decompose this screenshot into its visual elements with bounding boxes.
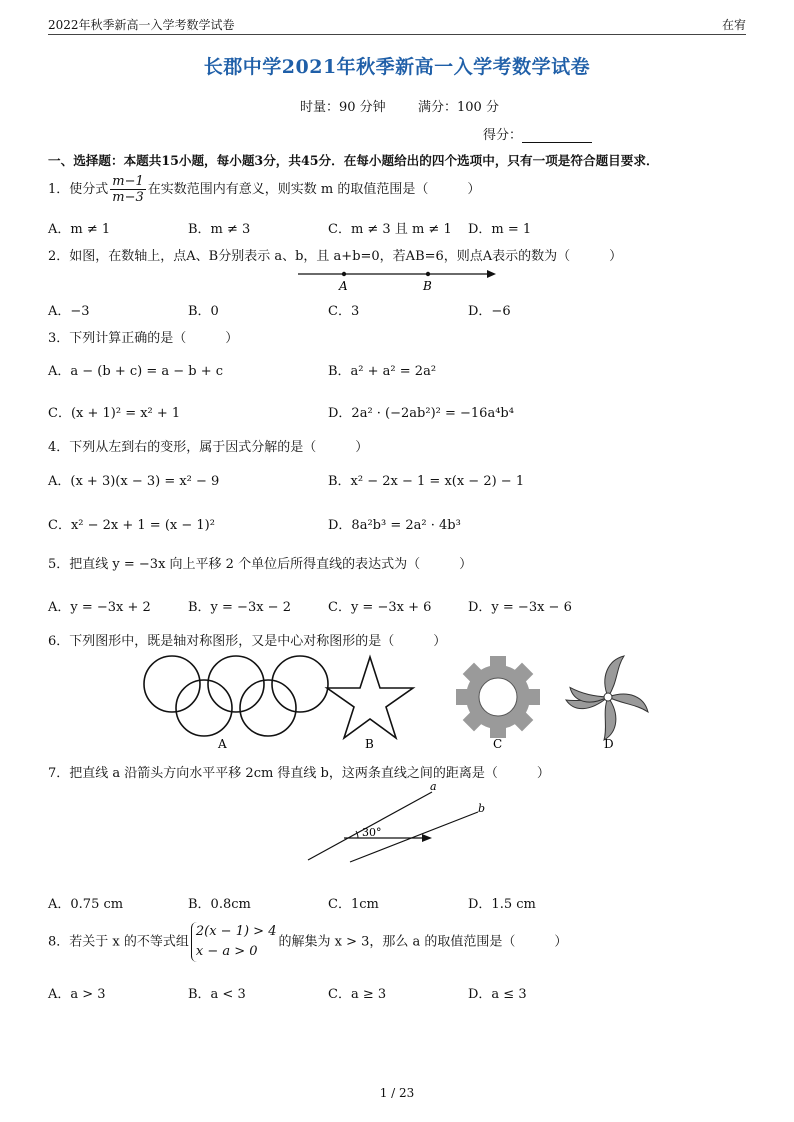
q3-option-a[interactable]: A．a − (b + c) = a − b + c: [48, 364, 224, 379]
point-a: [342, 272, 346, 276]
q1-option-a[interactable]: A．m ≠ 1: [48, 222, 111, 237]
q4-option-c[interactable]: C．x² − 2x + 1 = (x − 1)²: [48, 518, 215, 533]
q3-option-c[interactable]: C．(x + 1)² = x² + 1: [48, 406, 181, 421]
question-8-stem: [48, 922, 567, 962]
header-rule: [48, 34, 746, 35]
ring-4: [176, 680, 232, 736]
ring-2: [208, 656, 264, 712]
question-5-stem: 5．把直线 y = −3x 向上平移 2 个单位后所得直线的表达式为（ ）: [48, 557, 473, 572]
q4-option-b[interactable]: B．x² − 2x − 1 = x(x − 2) − 1: [328, 474, 525, 489]
page-title: 长郡中学2021年秋季新高一入学考数学试卷: [203, 56, 591, 78]
score-field: [483, 124, 592, 143]
translation-arrowhead: [422, 834, 432, 842]
q7-option-a[interactable]: A．0.75 cm: [48, 897, 124, 912]
q8-option-b[interactable]: B．a < 3: [188, 987, 246, 1002]
number-line-arrow: [487, 270, 496, 278]
q5-option-a[interactable]: A．y = −3x + 2: [48, 600, 151, 615]
ring-5: [240, 680, 296, 736]
q8-option-d[interactable]: D．a ≤ 3: [468, 987, 527, 1002]
q7-option-b[interactable]: B．0.8cm: [188, 897, 251, 912]
question-7-stem: 7．把直线 a 沿箭头方向水平平移 2cm 得直线 b，这两条直线之间的距离是（ ）: [48, 766, 550, 781]
line-a-label: a: [430, 780, 437, 793]
q1-stem-a: 1．使分式: [48, 182, 109, 197]
q5-option-b[interactable]: B．y = −3x − 2: [188, 600, 291, 615]
q1-frac-den: m−3: [112, 190, 144, 205]
question-1-stem: [48, 174, 480, 205]
exam-time: 时量：90 分钟: [300, 100, 386, 115]
q4-option-d[interactable]: D．8a²b³ = 2a² · 4b³: [328, 518, 461, 533]
line-b-label: b: [478, 802, 486, 815]
header-left: 2022年秋季新高一入学考数学试卷: [48, 18, 235, 32]
number-line-figure: [290, 264, 510, 294]
point-b: [426, 272, 430, 276]
q2-option-c[interactable]: C．3: [328, 304, 360, 319]
q8-option-a[interactable]: A．a > 3: [48, 987, 106, 1002]
q1-option-b[interactable]: B．m ≠ 3: [188, 222, 251, 237]
q2-option-b[interactable]: B．0: [188, 304, 219, 319]
figure-label-b: B: [365, 737, 374, 751]
q7-option-d[interactable]: D．1.5 cm: [468, 897, 536, 912]
q3-option-b[interactable]: B．a² + a² = 2a²: [328, 364, 437, 379]
q2-option-d[interactable]: D．−6: [468, 304, 511, 319]
parallel-lines-figure: [300, 780, 500, 870]
q3-option-d[interactable]: D．2a² · (−2ab²)² = −16a⁴b⁴: [328, 406, 514, 421]
ring-1: [144, 656, 200, 712]
q8-stem-b: 的解集为 x > 3，那么 a 的取值范围是（ ）: [278, 934, 568, 950]
point-a-label: A: [339, 279, 348, 293]
figure-b-star: [327, 657, 413, 738]
figure-c-gear: [456, 656, 540, 738]
figure-a-rings: [144, 656, 328, 736]
section-heading: 一、选择题：本题共15小题，每小题3分，共45分．在每小题给出的四个选项中，只有一项是符合题目要求．: [48, 153, 659, 168]
figure-label-d: D: [604, 737, 614, 751]
question-2-stem: 2．如图，在数轴上，点A、B分别表示 a、b，且 a+b=0，若AB=6，则点A表示的数为（ ）: [48, 249, 623, 264]
q1-option-c[interactable]: C．m ≠ 3 且 m ≠ 1: [328, 222, 452, 237]
score-label: 得分：: [483, 128, 523, 143]
question-4-stem: 4．下列从左到右的变形，属于因式分解的是（ ）: [48, 440, 369, 455]
q7-option-c[interactable]: C．1cm: [328, 897, 379, 912]
q1-stem-b: 在实数范围内有意义，则实数 m 的取值范围是（ ）: [147, 182, 481, 197]
ring-3: [272, 656, 328, 712]
q1-frac-num: m−1: [112, 174, 144, 189]
figure-d-flower: [566, 656, 648, 740]
point-b-label: B: [423, 279, 432, 293]
question-3-stem: 3．下列计算正确的是（ ）: [48, 331, 239, 346]
angle-arc: [356, 831, 358, 838]
q8-ineq-2: x − a > 0: [195, 944, 258, 959]
header-right: 在宥: [721, 18, 746, 32]
q8-stem-a: 8．若关于 x 的不等式组: [48, 934, 189, 950]
q5-option-c[interactable]: C．y = −3x + 6: [328, 600, 432, 615]
q4-option-a[interactable]: A．(x + 3)(x − 3) = x² − 9: [48, 474, 220, 489]
figure-label-c: C: [493, 737, 503, 751]
angle-label: 30°: [362, 826, 382, 839]
page-number: 1 / 23: [379, 1086, 415, 1100]
q8-ineq-1: 2(x − 1) > 4: [195, 924, 277, 939]
q2-option-a[interactable]: A．−3: [48, 304, 90, 319]
q1-fraction: [110, 174, 146, 205]
q8-inequality-system: [191, 922, 277, 962]
q8-option-c[interactable]: C．a ≥ 3: [328, 987, 387, 1002]
q6-figures: [130, 652, 660, 752]
score-blank: [522, 130, 592, 143]
question-6-stem: 6．下列图形中，既是轴对称图形，又是中心对称图形的是（ ）: [48, 634, 447, 649]
figure-label-a: A: [218, 737, 227, 751]
q5-option-d[interactable]: D．y = −3x − 6: [468, 600, 572, 615]
exam-score: 满分：100 分: [418, 100, 499, 115]
q1-option-d[interactable]: D．m = 1: [468, 222, 532, 237]
